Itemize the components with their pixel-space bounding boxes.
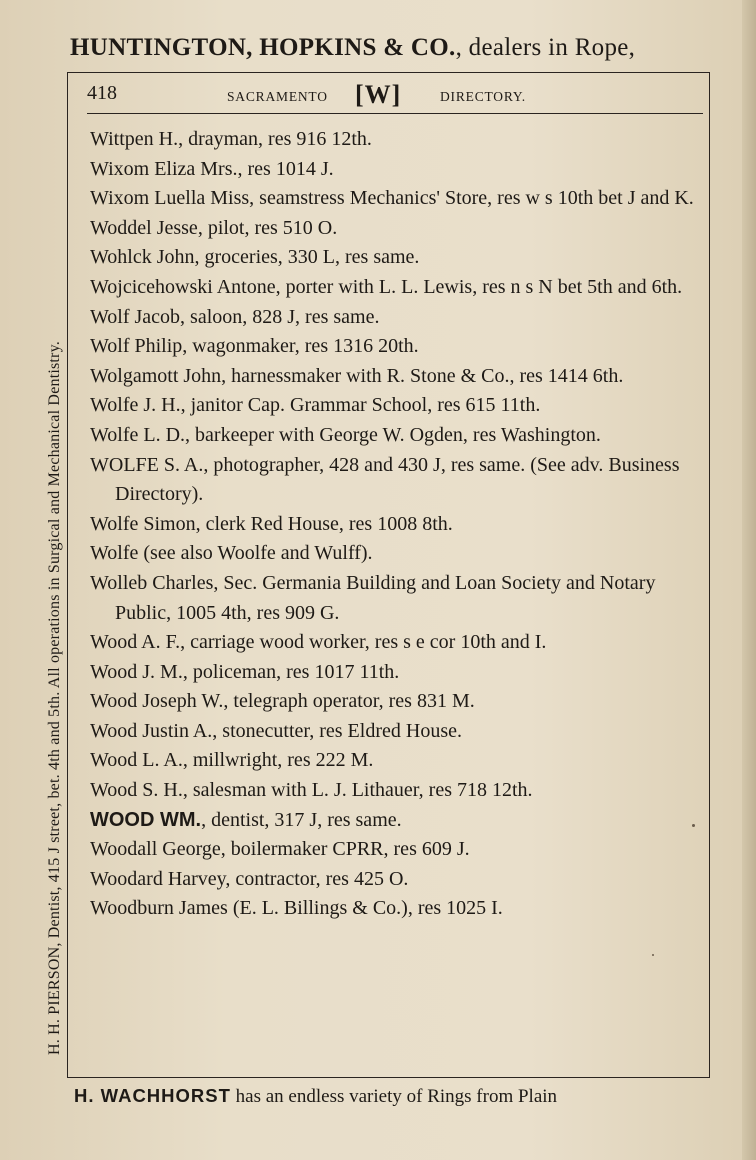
header-advertisement xyxy=(70,34,730,62)
directory-entry: Wolf Philip, wagonmaker, res 1316 20th. xyxy=(90,335,419,358)
running-head-directory: DIRECTORY. xyxy=(440,89,526,104)
directory-entry: WOLFE S. A., photographer, 428 and 430 J, res same. (See adv. Business Directory). xyxy=(90,453,680,506)
header-rule xyxy=(87,113,703,114)
featured-entry-details: , dentist, 317 J, res same. xyxy=(201,808,402,831)
header-ad-rest: , dealers in Rope, xyxy=(455,34,636,61)
running-head-city: SACRAMENTO xyxy=(227,89,328,104)
directory-entry: Wood A. F., carriage wood worker, res s e cor 10th and I. xyxy=(90,631,547,654)
directory-entry: Wolfe L. D., barkeeper with George W. Ogden, res Washington. xyxy=(90,423,601,446)
directory-entry: Woodall George, boilermaker CPRR, res 609 J. xyxy=(90,838,470,861)
directory-entry: Wood Justin A., stonecutter, res Eldred House. xyxy=(90,719,462,742)
header-ad-name: HUNTINGTON, HOPKINS & CO. xyxy=(70,34,456,61)
ink-speck xyxy=(652,954,654,956)
footer-ad-name: H. WACHHORST xyxy=(74,1085,231,1106)
directory-entry: Wolfe J. H., janitor Cap. Grammar School, res 615 11th. xyxy=(90,394,541,417)
directory-entry: Wixom Eliza Mrs., res 1014 J. xyxy=(90,157,334,180)
directory-entry: Wolf Jacob, saloon, 828 J, res same. xyxy=(90,305,380,328)
ink-speck xyxy=(692,824,695,827)
footer-ad-rest: has an endless variety of Rings from Plain xyxy=(230,1086,558,1107)
side-advertisement: H. H. PIERSON, Dentist, 415 J street, bet. 4th and 5th. All operations in Surgical and Mechanical Dentistry. xyxy=(46,341,63,1055)
directory-entry: Wood Joseph W., telegraph operator, res 831 M. xyxy=(90,690,475,713)
directory-entry: Wolfe Simon, clerk Red House, res 1008 8th. xyxy=(90,512,453,535)
directory-entry: Wood J. M., policeman, res 1017 11th. xyxy=(90,660,400,683)
directory-entry: Wittpen H., drayman, res 916 12th. xyxy=(90,128,372,150)
directory-entry: Wojcicehowski Antone, porter with L. L. Lewis, res n s N bet 5th and 6th. xyxy=(90,275,683,298)
section-letter: [W] xyxy=(355,80,402,109)
directory-entry-featured xyxy=(90,806,695,836)
page-number: 418 xyxy=(87,82,117,104)
running-head xyxy=(87,82,697,112)
directory-entry: Woddel Jesse, pilot, res 510 O. xyxy=(90,216,338,239)
directory-entry: Wood S. H., salesman with L. J. Lithauer, res 718 12th. xyxy=(90,779,533,802)
directory-entry: Wolfe (see also Woolfe and Wulff). xyxy=(90,542,373,565)
directory-entries xyxy=(90,125,695,924)
directory-entry: Woodburn James (E. L. Billings & Co.), res 1025 I. xyxy=(90,897,503,920)
page-edge xyxy=(742,0,756,1160)
featured-entry-name: WOOD WM. xyxy=(90,808,202,831)
directory-entry: Wolgamott John, harnessmaker with R. Stone & Co., res 1414 6th. xyxy=(90,364,624,387)
directory-entry: Wood L. A., millwright, res 222 M. xyxy=(90,749,374,772)
directory-entry: Wixom Luella Miss, seamstress Mechanics' Store, res w s 10th bet J and K. xyxy=(90,187,694,210)
footer-advertisement xyxy=(74,1085,734,1108)
directory-entry: Wohlck John, groceries, 330 L, res same. xyxy=(90,246,420,269)
directory-entry: Woodard Harvey, contractor, res 425 O. xyxy=(90,867,409,890)
directory-entry: Wolleb Charles, Sec. Germania Building and Loan Society and Notary Public, 1005 4th, res 909 G. xyxy=(90,571,656,624)
